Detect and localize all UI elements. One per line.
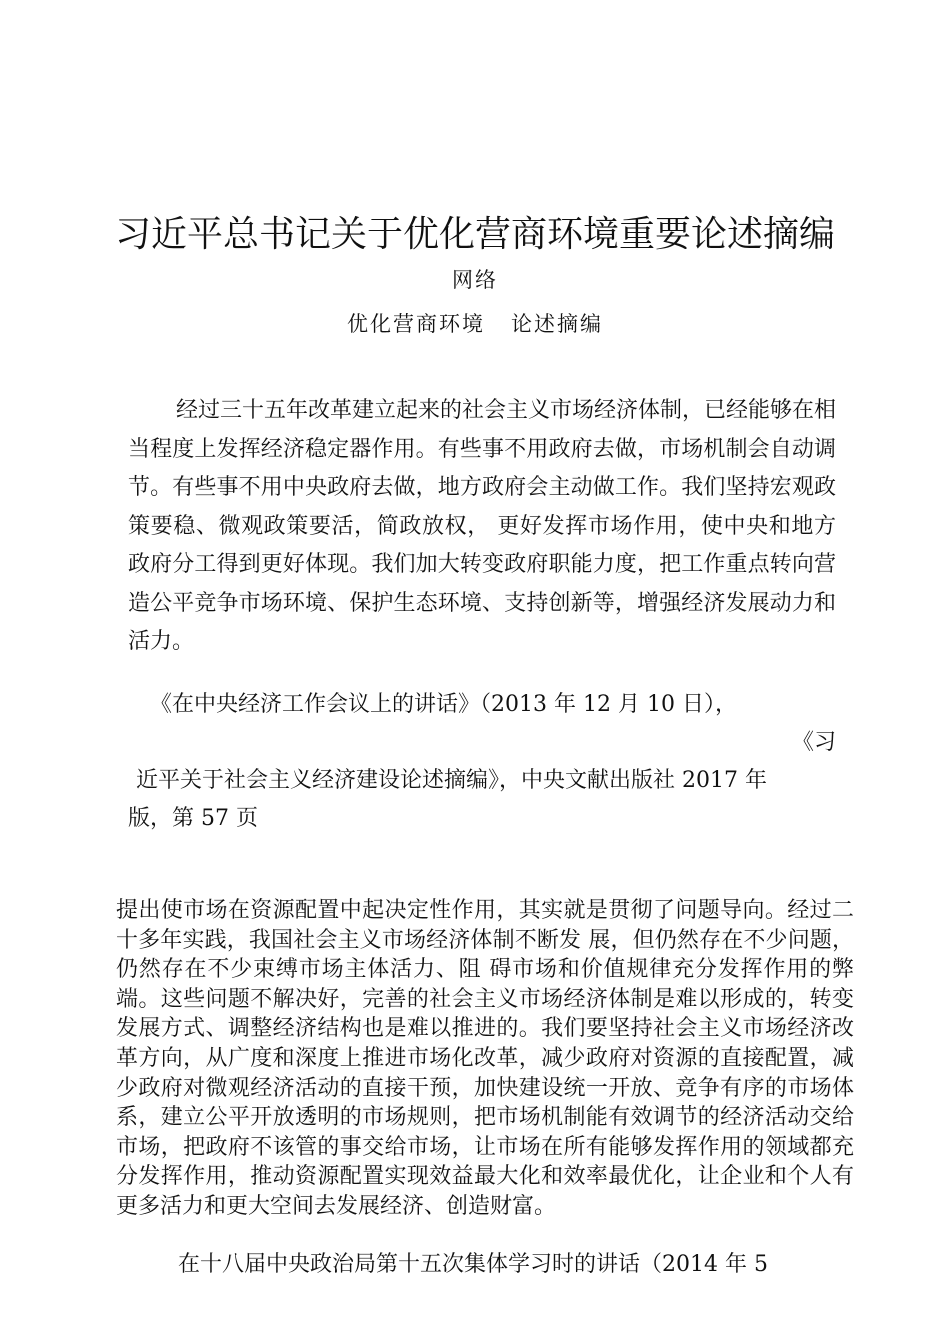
body-paragraph-2: 提出使市场在资源配置中起决定性作用，其实就是贯彻了问题导向。经过二十多年实践，我国社会主义市场经济体制不断发 展，但仍然存在不少问题，仍然存在不少束缚市场主体活力、阻 碍市场和价值规律充分发挥作用的弊端。这些问题不解决好，完善的社会主义市场经济体制是难以形成的，转变发展方式、调整经济结构也是难以推进的。我们要坚持社会主义市场经济改革方向，从广度和深度上推进市场化改革，减少政府对资源的直接配置，减少政府对微观经济活动的直接干预，加快建设统一开放、竞争有序的市场体系，建立公平开放透明的市场规则，把市场机制能有效调节的经济活动交给市场，把政府不该管的事交给市场，让市场在所有能够发挥作用的领域都充分发挥作用，推动资源配置实现效益最大化和效率最优化，让企业和个人有更多活力和更大空间去发展经济、创造财富。 xyxy=(116,898,854,1219)
document-title: 习近平总书记关于优化营商环境重要论述摘编 xyxy=(114,214,835,255)
citation-1-line-4: 版，第 57 页 xyxy=(128,806,258,831)
citation-1 xyxy=(128,686,836,838)
document-keywords: 优化营商环境 论述摘编 xyxy=(346,312,604,336)
body-paragraph-3: 在十八届中央政治局第十五次集体学习时的讲话（2014 年 5 xyxy=(178,1252,768,1277)
citation-1-line-2: 《习 xyxy=(791,730,836,755)
citation-1-line-3: 近平关于社会主义经济建设论述摘编》，中央文献出版社 2017 年 xyxy=(136,768,767,793)
citation-1-line-1: 《在中央经济工作会议上的讲话》（2013 年 12 月 10 日）， xyxy=(150,692,737,717)
document-source: 网络 xyxy=(452,268,498,292)
body-paragraph-1: 经过三十五年改革建立起来的社会主义市场经济体制，已经能够在相当程度上发挥经济稳定器作用。有些事不用政府去做，市场机制会自动调节。有些事不用中央政府去做，地方政府会主动做工作。我们坚持宏观政策要稳、微观政策要活，简政放权， 更好发挥市场作用，使中央和地方政府分工得到更好体现。我们加大转变政府职能力度，把工作重点转向营造公平竞争市场环境、保护生态环境、支持创新等，增强经济发展动力和活力。 xyxy=(128,398,837,654)
